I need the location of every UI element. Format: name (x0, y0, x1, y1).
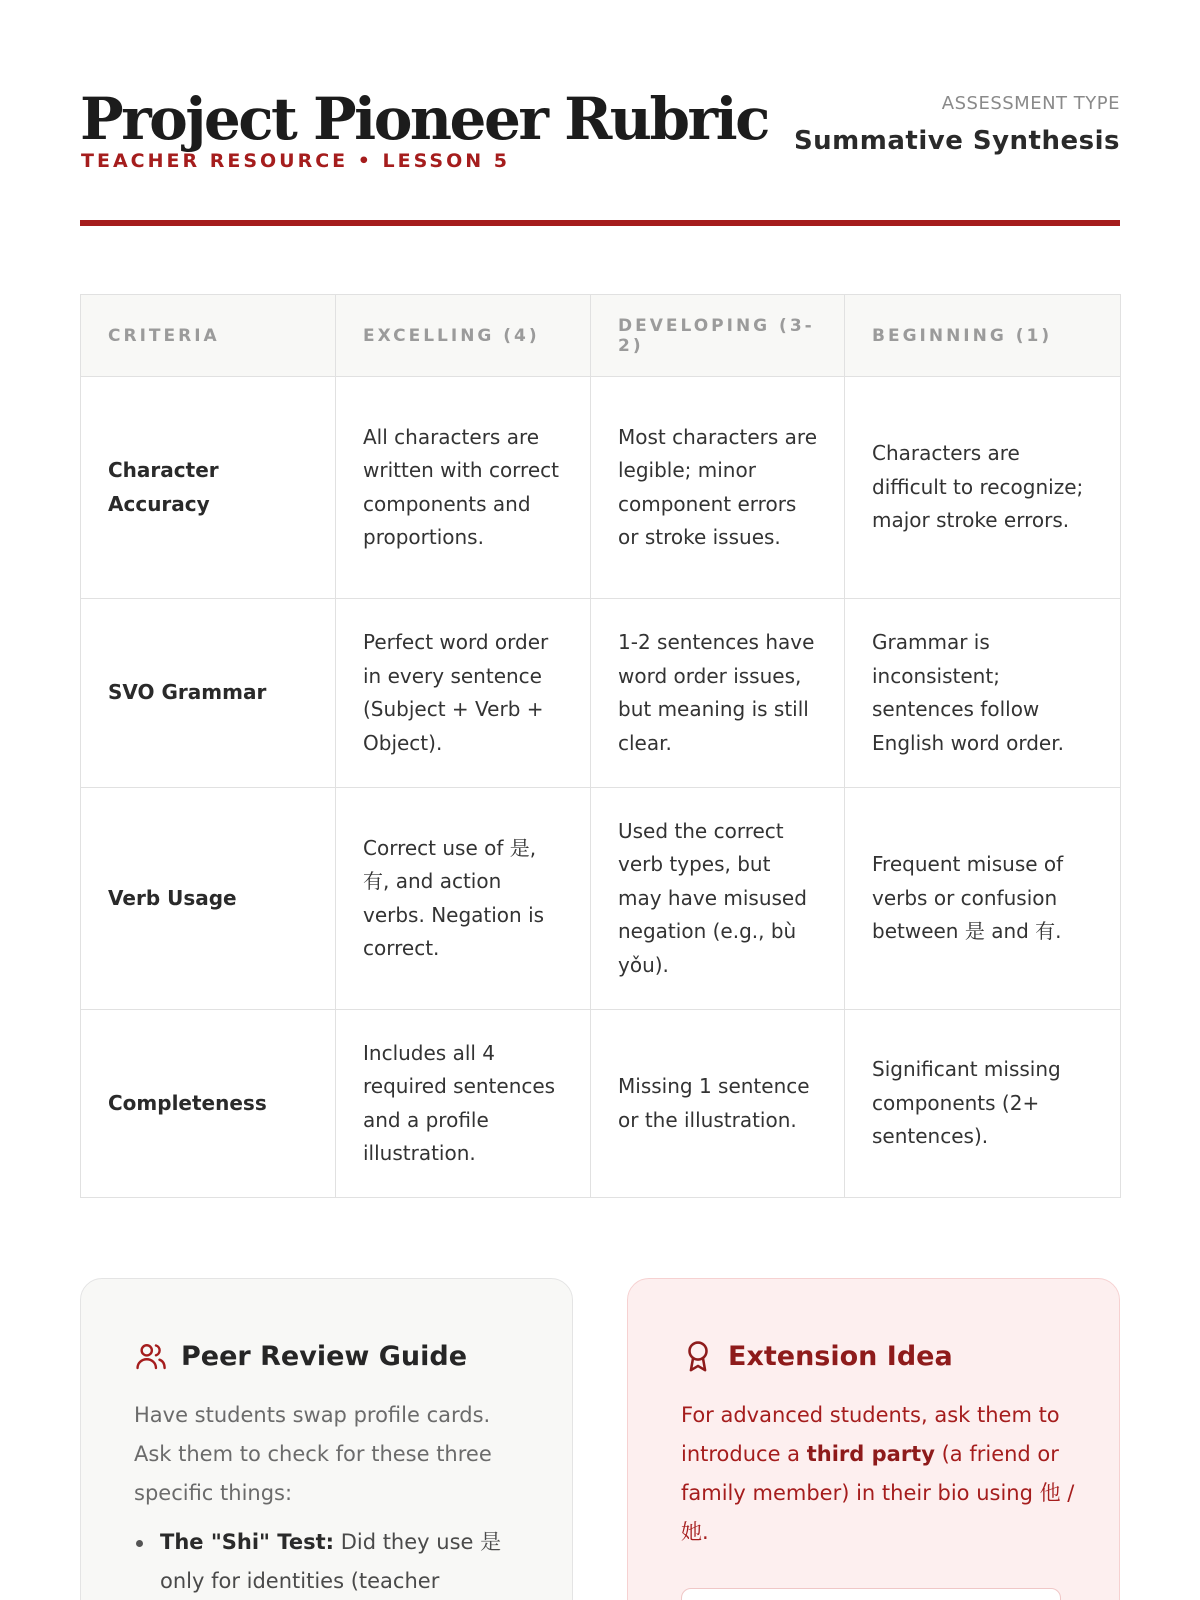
criteria-cell: Verb Usage (81, 788, 336, 1010)
rubric-table (80, 294, 1121, 1198)
peer-review-body (134, 1396, 534, 1600)
criteria-cell: SVO Grammar (81, 599, 336, 788)
table-row (81, 377, 1121, 599)
table-row (81, 788, 1121, 1010)
peer-review-title: Peer Review Guide (181, 1340, 468, 1372)
excelling-cell: Perfect word order in every sentence (Subject + Verb + Object). (336, 599, 591, 788)
extension-text-emphasis: third party (806, 1442, 935, 1466)
peer-review-header (134, 1336, 467, 1376)
peer-review-intro: Have students swap profile cards. Ask them to check for these three specific things: (134, 1403, 492, 1505)
beginning-cell: Frequent misuse of verbs or confusion between 是 and 有. (845, 788, 1121, 1010)
developing-cell: Most characters are legible; minor component errors or stroke issues. (591, 377, 845, 599)
column-header-excelling: EXCELLING (4) (336, 295, 591, 377)
page-subtitle: TEACHER RESOURCE • LESSON 5 (81, 150, 511, 172)
excelling-cell: Correct use of 是, 有, and action verbs. Negation is correct. (336, 788, 591, 1010)
extension-text (681, 1396, 1081, 1552)
header-divider (80, 220, 1120, 226)
users-icon (134, 1339, 168, 1373)
page-header (80, 80, 1120, 226)
developing-cell: Missing 1 sentence or the illustration. (591, 1010, 845, 1198)
peer-review-checklist (134, 1523, 534, 1600)
column-header-developing: DEVELOPING (3-2) (591, 295, 845, 377)
extension-example-box (681, 1588, 1061, 1600)
extension-card (627, 1278, 1120, 1600)
extension-body (681, 1396, 1081, 1552)
column-header-criteria: CRITERIA (81, 295, 336, 377)
excelling-cell: Includes all 4 required sentences and a profile illustration. (336, 1010, 591, 1198)
extension-text-end: (a friend or family member) in their bio using 他 / 她. (681, 1442, 1075, 1544)
excelling-cell: All characters are written with correct components and proportions. (336, 377, 591, 599)
rubric-header-row (81, 295, 1121, 377)
assessment-type-value: Summative Synthesis (793, 126, 1120, 156)
assessment-type-label: ASSESSMENT TYPE (941, 93, 1120, 114)
developing-cell: Used the correct verb types, but may have misused negation (e.g., bù yǒu). (591, 788, 845, 1010)
table-row (81, 1010, 1121, 1198)
criteria-cell: Character Accuracy (81, 377, 336, 599)
table-row (81, 599, 1121, 788)
page-title: Project Pioneer Rubric (80, 85, 768, 153)
extension-header (681, 1336, 953, 1376)
extension-text-start: For advanced students, ask them to introduce a (681, 1403, 1060, 1466)
beginning-cell: Characters are difficult to recognize; major stroke errors. (845, 377, 1121, 599)
bullet-text: Did they use 是 only for identities (teacher (160, 1530, 502, 1593)
beginning-cell: Significant missing components (2+ sentences). (845, 1010, 1121, 1198)
criteria-cell: Completeness (81, 1010, 336, 1198)
bullet-heading: The "Shi" Test: (160, 1530, 335, 1554)
beginning-cell: Grammar is inconsistent; sentences follow English word order. (845, 599, 1121, 788)
list-item (134, 1523, 534, 1600)
peer-review-card (80, 1278, 573, 1600)
developing-cell: 1-2 sentences have word order issues, but meaning is still clear. (591, 599, 845, 788)
extension-title: Extension Idea (728, 1340, 953, 1372)
award-icon (681, 1339, 715, 1373)
column-header-beginning: BEGINNING (1) (845, 295, 1121, 377)
